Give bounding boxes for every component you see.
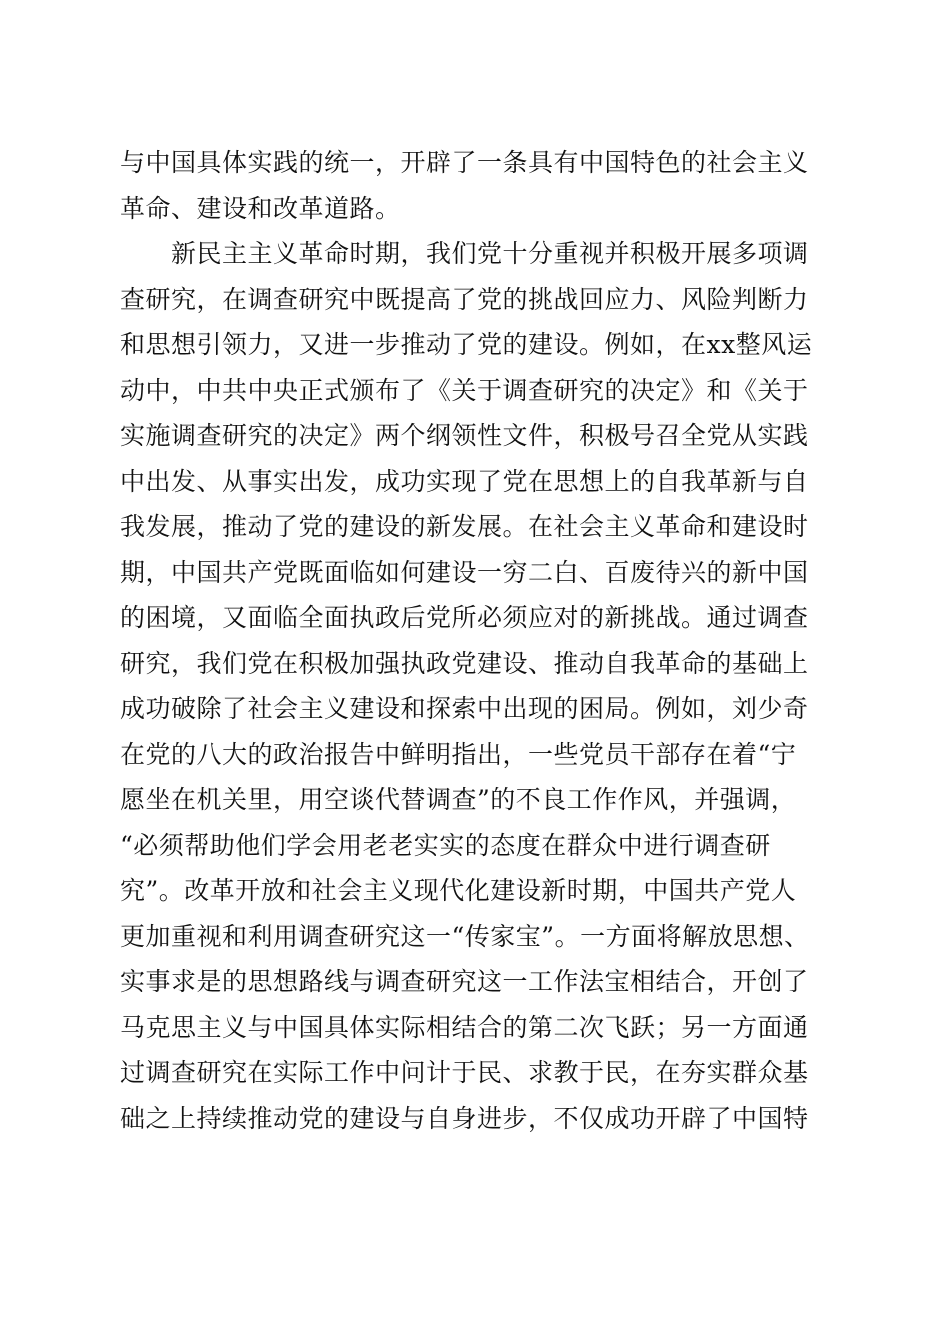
text-line: 究”。改革开放和社会主义现代化建设新时期，中国共产党人 (120, 876, 797, 905)
text-line: 在党的八大的政治报告中鲜明指出，一些党员干部存在着“宁 (120, 739, 797, 769)
text-line: 革命、建设和改革道路。 (120, 193, 401, 223)
text-line: 我发展，推动了党的建设的新发展。在社会主义革命和建设时 (120, 512, 809, 541)
text-line: 动中，中共中央正式颁布了《关于调查研究的决定》和《关于 (120, 375, 809, 405)
text-line: 愿坐在机关里，用空谈代替调查”的不良工作作风，并强调， (120, 785, 797, 814)
text-line: 马克思主义与中国具体实际相结合的第二次飞跃；另一方面通 (120, 1012, 809, 1042)
text-line: 过调查研究在实际工作中问计于民、求教于民，在夯实群众基 (120, 1058, 809, 1087)
text-line: “必须帮助他们学会用老老实实的态度在群众中进行调查研 (120, 830, 771, 860)
text-line: 的困境，又面临全面执政后党所必须应对的新挑战。通过调查 (120, 603, 809, 632)
text-line: 实事求是的思想路线与调查研究这一工作法宝相结合，开创了 (120, 967, 809, 996)
body-text (120, 140, 840, 1141)
text-line: 成功破除了社会主义建设和探索中出现的困局。例如，刘少奇 (120, 694, 809, 723)
text-line: 中出发、从事实出发，成功实现了党在思想上的自我革新与自 (120, 466, 809, 496)
text-line: 新民主主义革命时期，我们党十分重视并积极开展多项调 (120, 239, 809, 268)
text-line: 期，中国共产党既面临如何建设一穷二白、百废待兴的新中国 (120, 557, 809, 587)
text-line: 和思想引领力，又进一步推动了党的建设。例如，在xx整风运 (120, 330, 813, 359)
text-line: 实施调查研究的决定》两个纲领性文件，积极号召全党从实践 (120, 421, 809, 450)
text-line: 与中国具体实践的统一，开辟了一条具有中国特色的社会主义 (120, 148, 809, 177)
text-line: 研究，我们党在积极加强执政党建设、推动自我革命的基础上 (120, 648, 809, 678)
text-line: 础之上持续推动党的建设与自身进步，不仅成功开辟了中国特 (120, 1103, 809, 1133)
text-line: 更加重视和利用调查研究这一“传家宝”。一方面将解放思想、 (120, 921, 810, 951)
text-line: 查研究，在调查研究中既提高了党的挑战回应力、风险判断力 (120, 284, 809, 314)
